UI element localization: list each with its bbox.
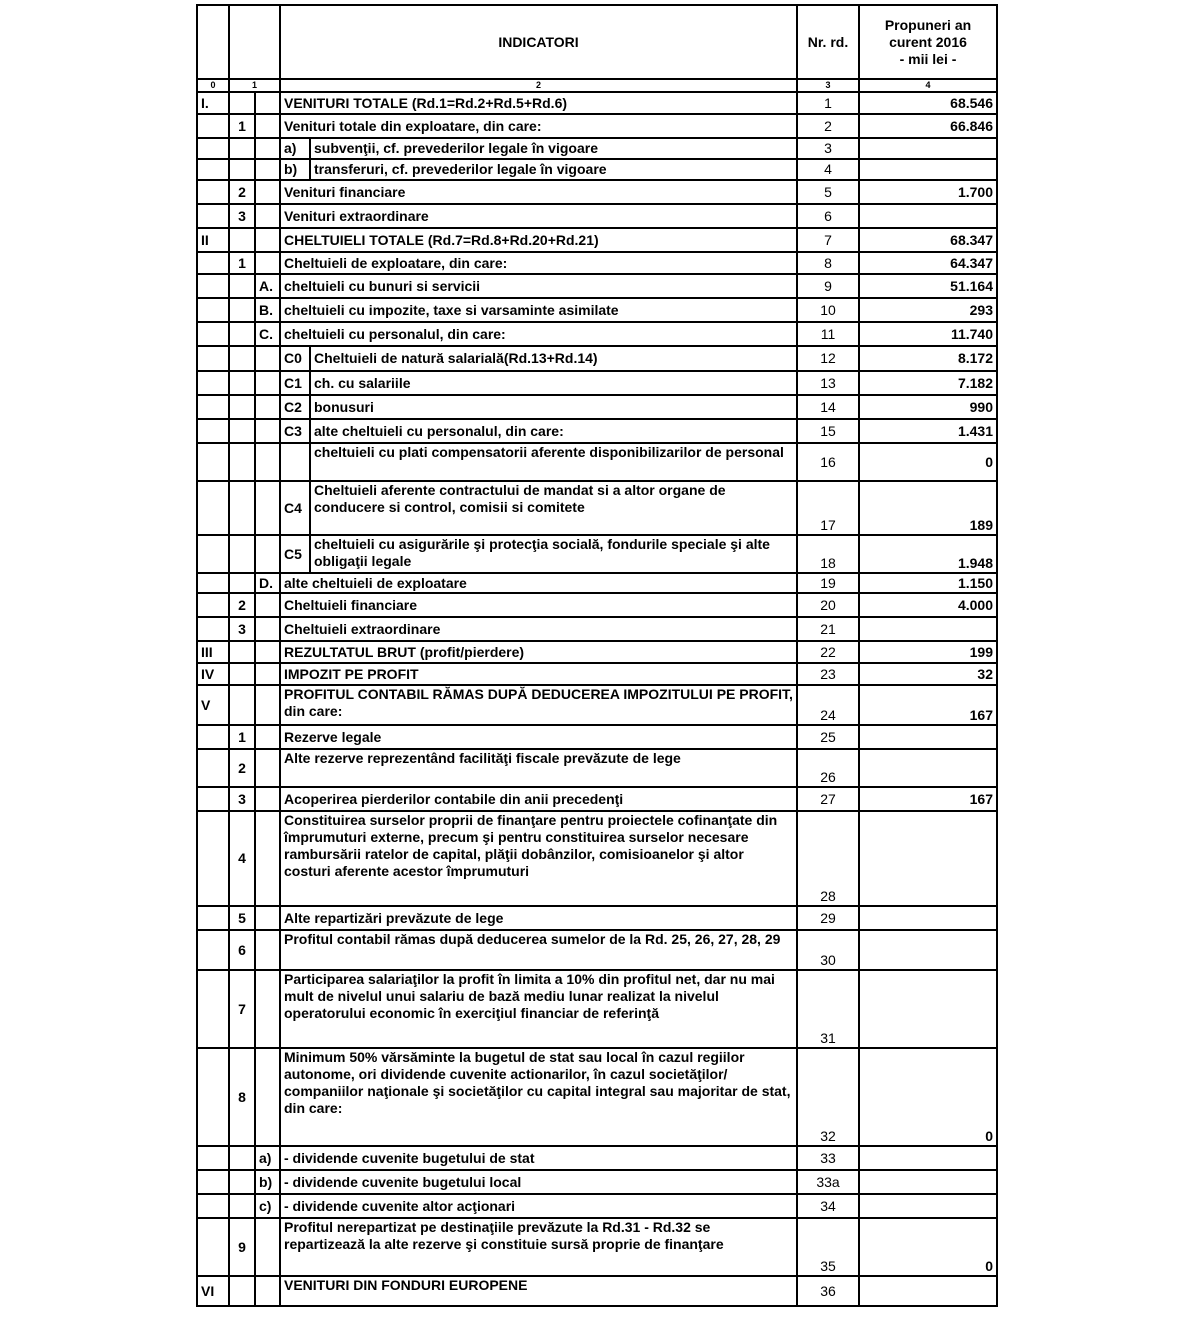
- row-number: 14: [797, 395, 859, 419]
- row-number: 28: [797, 811, 859, 906]
- row-value: [859, 930, 997, 970]
- header-propuneri-line1: Propuneri an: [884, 16, 972, 33]
- table-row: [197, 180, 997, 204]
- table-row: [197, 617, 997, 641]
- header-indicatori: INDICATORI: [280, 5, 797, 79]
- row-number: 18: [797, 535, 859, 573]
- sub-cell: 5: [229, 906, 255, 930]
- table-row: [197, 641, 997, 663]
- row-number: 10: [797, 298, 859, 322]
- table-row: [197, 1170, 997, 1194]
- roman-cell: VI: [197, 1276, 229, 1306]
- row-number: 11: [797, 322, 859, 346]
- code-cell: C5: [280, 535, 310, 573]
- indicator-text: Participarea salariaţilor la profit în limita a 10% din profitul net, dar nu mai mult de nivelul unui salariu de bază mediu lunar realizat la nivelul operatorului economic în exerciţiul financiar de referinţă: [280, 970, 797, 1048]
- table-row: [197, 1194, 997, 1218]
- sub-cell: 2: [229, 749, 255, 787]
- header-row: [197, 5, 997, 79]
- table-row: [197, 204, 997, 228]
- index-3: 3: [797, 79, 859, 92]
- row-number: 26: [797, 749, 859, 787]
- table-row: [197, 114, 997, 138]
- row-number: 1: [797, 92, 859, 114]
- table-row: [197, 298, 997, 322]
- table-row: [197, 970, 997, 1048]
- row-number: 2: [797, 114, 859, 138]
- row-number: 34: [797, 1194, 859, 1218]
- row-number: 15: [797, 419, 859, 443]
- indicator-text: transferuri, cf. prevederilor legale în vigoare: [310, 159, 797, 180]
- indicator-text: VENITURI TOTALE (Rd.1=Rd.2+Rd.5+Rd.6): [280, 92, 797, 114]
- header-nr-rd: Nr. rd.: [797, 5, 859, 79]
- table-row: [197, 1218, 997, 1276]
- row-value: 1.700: [859, 180, 997, 204]
- row-value: [859, 1276, 997, 1306]
- header-propuneri-line3: - mii lei -: [899, 50, 957, 67]
- letter-cell: a): [280, 138, 310, 159]
- letter-cell: A.: [255, 274, 280, 298]
- table-row: [197, 685, 997, 725]
- table-row: [197, 228, 997, 252]
- index-4: 4: [859, 79, 997, 92]
- indicator-text: subvenţii, cf. prevederilor legale în vigoare: [310, 138, 797, 159]
- table-row: [197, 419, 997, 443]
- row-number: 33a: [797, 1170, 859, 1194]
- sub-cell: 3: [229, 204, 255, 228]
- row-number: 16: [797, 443, 859, 481]
- indicator-text: Venituri extraordinare: [280, 204, 797, 228]
- row-number: 36: [797, 1276, 859, 1306]
- code-cell: [280, 443, 310, 481]
- row-number: 20: [797, 593, 859, 617]
- table-row: [197, 274, 997, 298]
- row-number: 3: [797, 138, 859, 159]
- table-row: [197, 92, 997, 114]
- indicator-text: Acoperirea pierderilor contabile din anii precedenţi: [280, 787, 797, 811]
- indicator-text: cheltuieli cu bunuri si servicii: [280, 274, 797, 298]
- row-number: 27: [797, 787, 859, 811]
- roman-cell: II: [197, 228, 229, 252]
- table-row: [197, 481, 997, 535]
- row-value: 1.431: [859, 419, 997, 443]
- row-number: 22: [797, 641, 859, 663]
- row-number: 33: [797, 1146, 859, 1170]
- row-value: 11.740: [859, 322, 997, 346]
- sub-cell: 3: [229, 787, 255, 811]
- letter-cell: C.: [255, 322, 280, 346]
- indicator-text: IMPOZIT PE PROFIT: [280, 663, 797, 685]
- row-value: [859, 617, 997, 641]
- indicator-text: alte cheltuieli de exploatare: [280, 573, 797, 593]
- row-value: 293: [859, 298, 997, 322]
- sub-cell: 2: [229, 593, 255, 617]
- row-number: 25: [797, 725, 859, 749]
- table-row: [197, 593, 997, 617]
- row-number: 29: [797, 906, 859, 930]
- table-row: [197, 1146, 997, 1170]
- table-row: [197, 725, 997, 749]
- index-0: 0: [197, 79, 229, 92]
- row-number: 4: [797, 159, 859, 180]
- budget-sheet: [196, 4, 998, 1307]
- row-value: 199: [859, 641, 997, 663]
- header-propuneri-line2: curent 2016: [889, 33, 967, 50]
- row-value: [859, 1194, 997, 1218]
- indicator-text: Venituri financiare: [280, 180, 797, 204]
- sub-cell: 1: [229, 252, 255, 274]
- row-value: 32: [859, 663, 997, 685]
- row-value: [859, 906, 997, 930]
- sub-cell: 2: [229, 180, 255, 204]
- table-row: [197, 1048, 997, 1146]
- letter-cell: b): [280, 159, 310, 180]
- row-value: 189: [859, 481, 997, 535]
- table-row: [197, 138, 997, 159]
- indicator-text: CHELTUIELI TOTALE (Rd.7=Rd.8+Rd.20+Rd.21): [280, 228, 797, 252]
- table-row: [197, 252, 997, 274]
- row-value: 51.164: [859, 274, 997, 298]
- code-cell: C1: [280, 371, 310, 395]
- indicator-text: Cheltuieli de exploatare, din care:: [280, 252, 797, 274]
- indicator-text: Cheltuieli de natură salarială(Rd.13+Rd.14): [310, 346, 797, 371]
- row-value: 66.846: [859, 114, 997, 138]
- indicator-text: VENITURI DIN FONDURI EUROPENE: [280, 1276, 797, 1306]
- table-row: [197, 930, 997, 970]
- row-number: 24: [797, 685, 859, 725]
- row-value: 167: [859, 787, 997, 811]
- indicator-text: bonusuri: [310, 395, 797, 419]
- indicator-text: - dividende cuvenite bugetului local: [280, 1170, 797, 1194]
- table-row: [197, 322, 997, 346]
- indicator-text: Alte repartizări prevăzute de lege: [280, 906, 797, 930]
- letter-cell: B.: [255, 298, 280, 322]
- row-number: 21: [797, 617, 859, 641]
- sub-cell: 3: [229, 617, 255, 641]
- row-number: 8: [797, 252, 859, 274]
- code-cell: C0: [280, 346, 310, 371]
- indicator-text: Cheltuieli financiare: [280, 593, 797, 617]
- indicator-text: Minimum 50% vărsăminte la bugetul de stat sau local în cazul regiilor autonome, ori dividende cuvenite actionarilor, în cazul societăţilor/ companiilor naţionale şi societăţilor cu capital integral sau majoritar de stat, din care:: [280, 1048, 797, 1146]
- row-number: 32: [797, 1048, 859, 1146]
- index-1: 1: [229, 79, 280, 92]
- row-number: 19: [797, 573, 859, 593]
- sub-cell: 9: [229, 1218, 255, 1276]
- indicator-text: Constituirea surselor proprii de finanţare pentru proiectele cofinanţate din împrumuturi externe, precum şi pentru constituirea surselor necesare rambursării ratelor de capital, plăţii dobânzilor, comisioanelor şi altor costuri aferente acestor împrumuturi: [280, 811, 797, 906]
- row-number: 9: [797, 274, 859, 298]
- indicator-text: REZULTATUL BRUT (profit/pierdere): [280, 641, 797, 663]
- table-row: [197, 573, 997, 593]
- roman-cell: I.: [197, 92, 229, 114]
- indicator-text: cheltuieli cu asigurările şi protecţia socială, fondurile speciale şi alte obligaţii legale: [310, 535, 797, 573]
- table-row: [197, 787, 997, 811]
- indicator-text: Cheltuieli aferente contractului de mandat si a altor organe de conducere si control, comisii si comitete: [310, 481, 797, 535]
- indicator-text: cheltuieli cu plati compensatorii aferente disponibilizarilor de personal: [310, 443, 797, 481]
- row-value: [859, 1146, 997, 1170]
- row-value: [859, 970, 997, 1048]
- letter-cell: a): [255, 1146, 280, 1170]
- letter-cell: D.: [255, 573, 280, 593]
- indicator-text: Alte rezerve reprezentând facilităţi fiscale prevăzute de lege: [280, 749, 797, 787]
- row-value: [859, 159, 997, 180]
- row-number: 7: [797, 228, 859, 252]
- indicator-text: Profitul nerepartizat pe destinaţiile prevăzute la Rd.31 - Rd.32 se repartizează la alte rezerve şi constituie sursă proprie de finanţare: [280, 1218, 797, 1276]
- header-propuneri: [859, 5, 997, 79]
- header-empty-0: [197, 5, 229, 79]
- row-number: 30: [797, 930, 859, 970]
- sub-cell: 4: [229, 811, 255, 906]
- table-row: [197, 346, 997, 371]
- row-number: 12: [797, 346, 859, 371]
- code-cell: C3: [280, 419, 310, 443]
- row-number: 23: [797, 663, 859, 685]
- indicator-text: Rezerve legale: [280, 725, 797, 749]
- row-value: [859, 1170, 997, 1194]
- sub-cell: 8: [229, 1048, 255, 1146]
- indicator-text: Venituri totale din exploatare, din care:: [280, 114, 797, 138]
- indicator-text: cheltuieli cu impozite, taxe si varsaminte asimilate: [280, 298, 797, 322]
- indicator-text: cheltuieli cu personalul, din care:: [280, 322, 797, 346]
- row-value: 0: [859, 1048, 997, 1146]
- letter-cell: c): [255, 1194, 280, 1218]
- indicator-text: PROFITUL CONTABIL RĂMAS DUPĂ DEDUCEREA IMPOZITULUI PE PROFIT, din care:: [280, 685, 797, 725]
- table-row: [197, 663, 997, 685]
- indicator-text: - dividende cuvenite altor acţionari: [280, 1194, 797, 1218]
- row-value: 1.150: [859, 573, 997, 593]
- code-cell: C2: [280, 395, 310, 419]
- sub-cell: 7: [229, 970, 255, 1048]
- index-2: 2: [280, 79, 797, 92]
- table-row: [197, 1276, 997, 1306]
- row-value: 68.546: [859, 92, 997, 114]
- row-value: 4.000: [859, 593, 997, 617]
- row-value: 1.948: [859, 535, 997, 573]
- row-number: 13: [797, 371, 859, 395]
- roman-cell: III: [197, 641, 229, 663]
- indicator-text: alte cheltuieli cu personalul, din care:: [310, 419, 797, 443]
- sub-cell: 1: [229, 725, 255, 749]
- row-value: [859, 138, 997, 159]
- row-value: [859, 811, 997, 906]
- indicator-text: Profitul contabil rămas după deducerea sumelor de la Rd. 25, 26, 27, 28, 29: [280, 930, 797, 970]
- sub-cell: 1: [229, 114, 255, 138]
- table-row: [197, 443, 997, 481]
- row-value: [859, 725, 997, 749]
- row-value: 0: [859, 443, 997, 481]
- indicator-text: Cheltuieli extraordinare: [280, 617, 797, 641]
- header-empty-1: [229, 5, 280, 79]
- row-number: 6: [797, 204, 859, 228]
- code-cell: C4: [280, 481, 310, 535]
- row-number: 31: [797, 970, 859, 1048]
- row-value: 0: [859, 1218, 997, 1276]
- row-value: [859, 204, 997, 228]
- table-row: [197, 906, 997, 930]
- row-value: [859, 749, 997, 787]
- sub-cell: 6: [229, 930, 255, 970]
- table-row: [197, 811, 997, 906]
- budget-table: [196, 4, 998, 1307]
- row-value: 64.347: [859, 252, 997, 274]
- table-row: [197, 395, 997, 419]
- row-value: 990: [859, 395, 997, 419]
- roman-cell: V: [197, 685, 229, 725]
- table-row: [197, 371, 997, 395]
- roman-cell: IV: [197, 663, 229, 685]
- row-value: 68.347: [859, 228, 997, 252]
- row-number: 17: [797, 481, 859, 535]
- table-row: [197, 535, 997, 573]
- table-row: [197, 749, 997, 787]
- row-value: 8.172: [859, 346, 997, 371]
- table-row: [197, 159, 997, 180]
- row-value: 167: [859, 685, 997, 725]
- indicator-text: ch. cu salariile: [310, 371, 797, 395]
- row-number: 35: [797, 1218, 859, 1276]
- row-value: 7.182: [859, 371, 997, 395]
- index-row: [197, 79, 997, 92]
- letter-cell: b): [255, 1170, 280, 1194]
- indicator-text: - dividende cuvenite bugetului de stat: [280, 1146, 797, 1170]
- row-number: 5: [797, 180, 859, 204]
